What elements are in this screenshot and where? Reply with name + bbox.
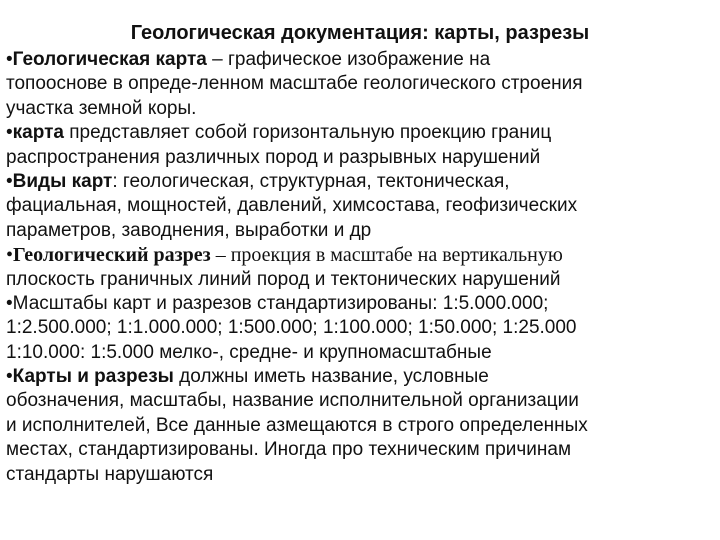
- bullet-line: местах, стандартизированы. Иногда про техническим причинам: [6, 439, 572, 461]
- slide-title: Геологическая документация: карты, разрезы: [130, 22, 590, 44]
- bullet-lead: Виды карт: [12, 170, 113, 192]
- bullet-line: [6, 170, 720, 194]
- bullet-line: участка земной коры.: [6, 97, 197, 119]
- bullet-text: – графическое изображение на: [206, 49, 491, 70]
- bullet-line: [6, 243, 720, 267]
- bullet-line: обозначения, масштабы, название исполнительной организации: [6, 390, 579, 412]
- bullet-line: стандарты нарушаются: [6, 463, 214, 485]
- bullet-text: Масштабы карт и разрезов стандартизированы: 1:5.000.000;: [12, 292, 549, 314]
- bullet-marker: •: [6, 122, 13, 144]
- bullet-lead: Геологическая карта: [12, 49, 207, 70]
- bullet-lead: Геологический разрез: [13, 244, 211, 267]
- bullet-lead: карта: [12, 122, 64, 144]
- bullet-text: : геологическая, структурная, тектоническая,: [112, 170, 510, 192]
- bullet-line: 1:2.500.000; 1:1.000.000; 1:500.000; 1:100.000; 1:50.000; 1:25.000: [6, 317, 577, 339]
- bullet-line: [6, 48, 720, 72]
- bullet-line: [6, 121, 720, 145]
- bullet-text: – проекция в масштабе на вертикальную: [210, 244, 563, 267]
- bullet-lead: Карты и разрезы: [12, 366, 174, 388]
- bullet-line: параметров, заводнения, выработки и др: [6, 219, 372, 241]
- bullet-marker: •: [6, 170, 13, 192]
- bullet-line: топооснове в опреде-ленном масштабе геологического строения: [6, 73, 583, 95]
- bullet-list: [6, 48, 720, 487]
- bullet-line: и исполнителей, Все данные азмещаются в строго определенных: [6, 414, 588, 436]
- bullet-line: 1:10.000: 1:5.000 мелко-, средне- и крупномасштабные: [6, 341, 492, 363]
- bullet-marker: •: [6, 292, 13, 314]
- bullet-marker: •: [6, 366, 13, 388]
- bullet-text: должны иметь название, условные: [173, 366, 489, 388]
- bullet-line: [6, 365, 720, 389]
- bullet-marker: •: [6, 49, 13, 70]
- bullet-line: [6, 292, 720, 316]
- bullet-line: фациальная, мощностей, давлений, химсостава, геофизических: [6, 195, 578, 217]
- bullet-text: представляет собой горизонтальную проекцию границ: [63, 122, 552, 144]
- bullet-marker: •: [6, 244, 14, 267]
- bullet-line: плоскость граничных линий пород и тектонических нарушений: [6, 268, 561, 290]
- bullet-line: распространения различных пород и разрывных нарушений: [6, 146, 541, 168]
